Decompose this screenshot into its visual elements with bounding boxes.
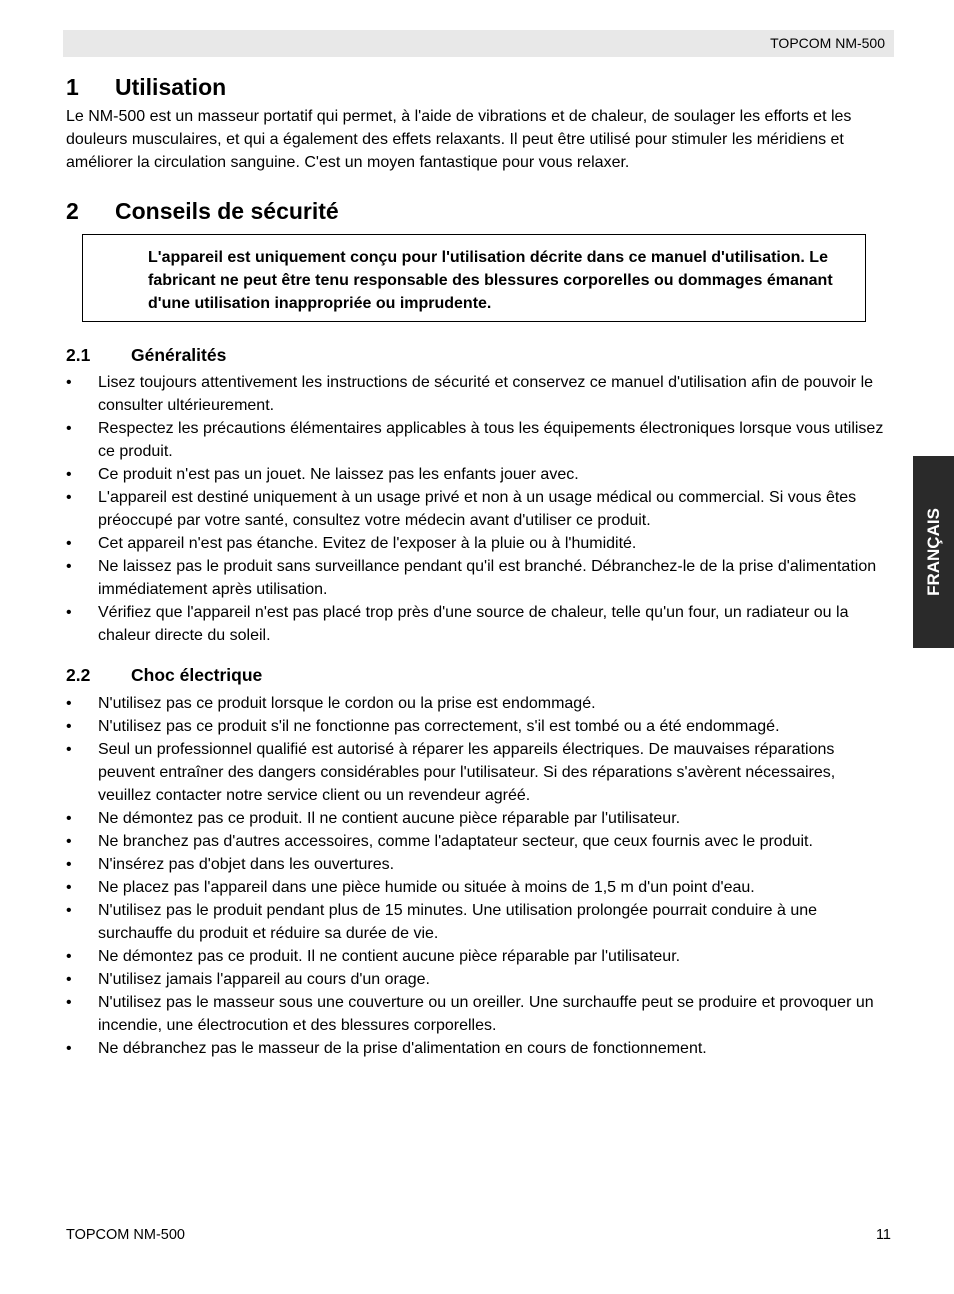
list-item-text: Ne débranchez pas le masseur de la prise d'alimentation en cours de fonctionnement. (98, 1040, 707, 1057)
list-item-text: N'utilisez jamais l'appareil au cours d'un orage. (98, 971, 430, 988)
bullet-icon: • (66, 948, 72, 965)
bullet-icon: • (66, 971, 72, 988)
header-bar (63, 30, 894, 57)
section-1-heading (66, 74, 226, 101)
bullet-icon: • (66, 604, 72, 621)
header-title: TOPCOM NM-500 (770, 35, 885, 51)
list-item (66, 738, 892, 807)
list-item (66, 830, 892, 853)
bullet-icon: • (66, 856, 72, 873)
list-item (66, 601, 892, 647)
bullet-icon: • (66, 695, 72, 712)
subsection-2-2-heading (66, 665, 262, 686)
electric-shock-list (66, 692, 892, 1060)
list-item (66, 532, 892, 555)
bullet-icon: • (66, 879, 72, 896)
list-item-text: Ne démontez pas ce produit. Il ne contient aucune pièce réparable par l'utilisateur. (98, 810, 681, 827)
bullet-icon: • (66, 535, 72, 552)
list-item (66, 486, 892, 532)
list-item-text: N'utilisez pas ce produit s'il ne fonctionne pas correctement, s'il est tombé ou a été endommagé. (98, 718, 780, 735)
list-item (66, 968, 892, 991)
list-item-text: L'appareil est destiné uniquement à un usage privé et non à un usage médical ou commercial. Si vous êtes préoccupé par votre santé, consultez votre médecin avant d'utiliser ce produit. (98, 489, 857, 529)
section-1-number: 1 (66, 74, 79, 100)
list-item (66, 899, 892, 945)
subsection-2-1-title: Généralités (131, 345, 227, 365)
list-item-text: Ne branchez pas d'autres accessoires, comme l'adaptateur secteur, que ceux fournis avec le produit. (98, 833, 813, 850)
list-item-text: N'utilisez pas le produit pendant plus de 15 minutes. Une utilisation prolongée pourrait conduire à une surchauffe du produit et réduire sa durée de vie. (98, 902, 818, 942)
warning-box (82, 234, 866, 322)
list-item (66, 991, 892, 1037)
list-item-text: Cet appareil n'est pas étanche. Evitez de l'exposer à la pluie ou à l'humidité. (98, 535, 637, 552)
list-item-text: N'insérez pas d'objet dans les ouvertures. (98, 856, 395, 873)
list-item (66, 555, 892, 601)
list-item (66, 371, 892, 417)
subsection-2-2-number: 2.2 (66, 665, 91, 685)
list-item (66, 715, 892, 738)
section-1-title: Utilisation (115, 74, 227, 100)
warning-text: L'appareil est uniquement conçu pour l'utilisation décrite dans ce manuel d'utilisation. Le fabricant ne peut être tenu responsable des blessures corporelles ou dommages émanant d'une utilisation inappropriée ou imprudente. (148, 249, 833, 312)
list-item (66, 463, 892, 486)
list-item (66, 945, 892, 968)
bullet-icon: • (66, 833, 72, 850)
section-2-title: Conseils de sécurité (115, 198, 339, 224)
list-item-text: Seul un professionnel qualifié est autorisé à réparer les appareils électriques. De mauvaises réparations peuvent entraîner des dangers considérables pour l'utilisateur. Si des réparations s'avèrent nécessaires, veuillez contacter notre service client ou un revendeur agréé. (98, 741, 836, 804)
bullet-icon: • (66, 420, 72, 437)
list-item-text: Lisez toujours attentivement les instructions de sécurité et conservez ce manuel d'utilisation afin de pouvoir le consulter ultérieurement. (98, 374, 874, 414)
list-item-text: Vérifiez que l'appareil n'est pas placé trop près d'une source de chaleur, telle qu'un four, un radiateur ou la chaleur directe du soleil. (98, 604, 849, 644)
bullet-icon: • (66, 374, 72, 391)
list-item-text: N'utilisez pas ce produit lorsque le cordon ou la prise est endommagé. (98, 695, 596, 712)
section-2-number: 2 (66, 198, 79, 224)
list-item (66, 876, 892, 899)
list-item (66, 1037, 892, 1060)
bullet-icon: • (66, 718, 72, 735)
list-item (66, 417, 892, 463)
bullet-icon: • (66, 466, 72, 483)
page-number: 11 (875, 1227, 891, 1243)
subsection-2-1-number: 2.1 (66, 345, 91, 365)
list-item-text: Ne laissez pas le produit sans surveillance pendant qu'il est branché. Débranchez-le de la prise d'alimentation immédiatement après utilisation. (98, 558, 877, 598)
bullet-icon: • (66, 810, 72, 827)
section-2-heading (66, 198, 339, 225)
list-item-text: Ne placez pas l'appareil dans une pièce humide ou située à moins de 1,5 m d'un point d'eau. (98, 879, 755, 896)
bullet-icon: • (66, 489, 72, 506)
list-item-text: N'utilisez pas le masseur sous une couverture ou un oreiller. Une surchauffe peut se produire et provoquer un incendie, une électrocution et des blessures corporelles. (98, 994, 874, 1034)
general-safety-list (66, 371, 892, 647)
subsection-2-1-heading (66, 345, 226, 366)
list-item (66, 692, 892, 715)
bullet-icon: • (66, 902, 72, 919)
language-tab-label: FRANÇAIS (923, 508, 943, 596)
list-item (66, 807, 892, 830)
list-item-text: Ne démontez pas ce produit. Il ne contient aucune pièce réparable par l'utilisateur. (98, 948, 681, 965)
list-item (66, 853, 892, 876)
footer-title: TOPCOM NM-500 (66, 1227, 185, 1243)
bullet-icon: • (66, 741, 72, 758)
section-1-text: Le NM-500 est un masseur portatif qui permet, à l'aide de vibrations et de chaleur, de soulager les efforts et les douleurs musculaires, et qui a également des effets relaxants. Il peut être utilisé pour stimuler les méridiens et améliorer la circulation sanguine. C'est un moyen fantastique pour vous relaxer. (66, 108, 852, 171)
bullet-icon: • (66, 558, 72, 575)
list-item-text: Ce produit n'est pas un jouet. Ne laissez pas les enfants jouer avec. (98, 466, 579, 483)
bullet-icon: • (66, 994, 72, 1011)
subsection-2-2-title: Choc électrique (131, 665, 263, 685)
language-tab (913, 456, 954, 648)
bullet-icon: • (66, 1040, 72, 1057)
list-item-text: Respectez les précautions élémentaires applicables à tous les équipements électroniques lorsque vous utilisez ce produit. (98, 420, 884, 460)
